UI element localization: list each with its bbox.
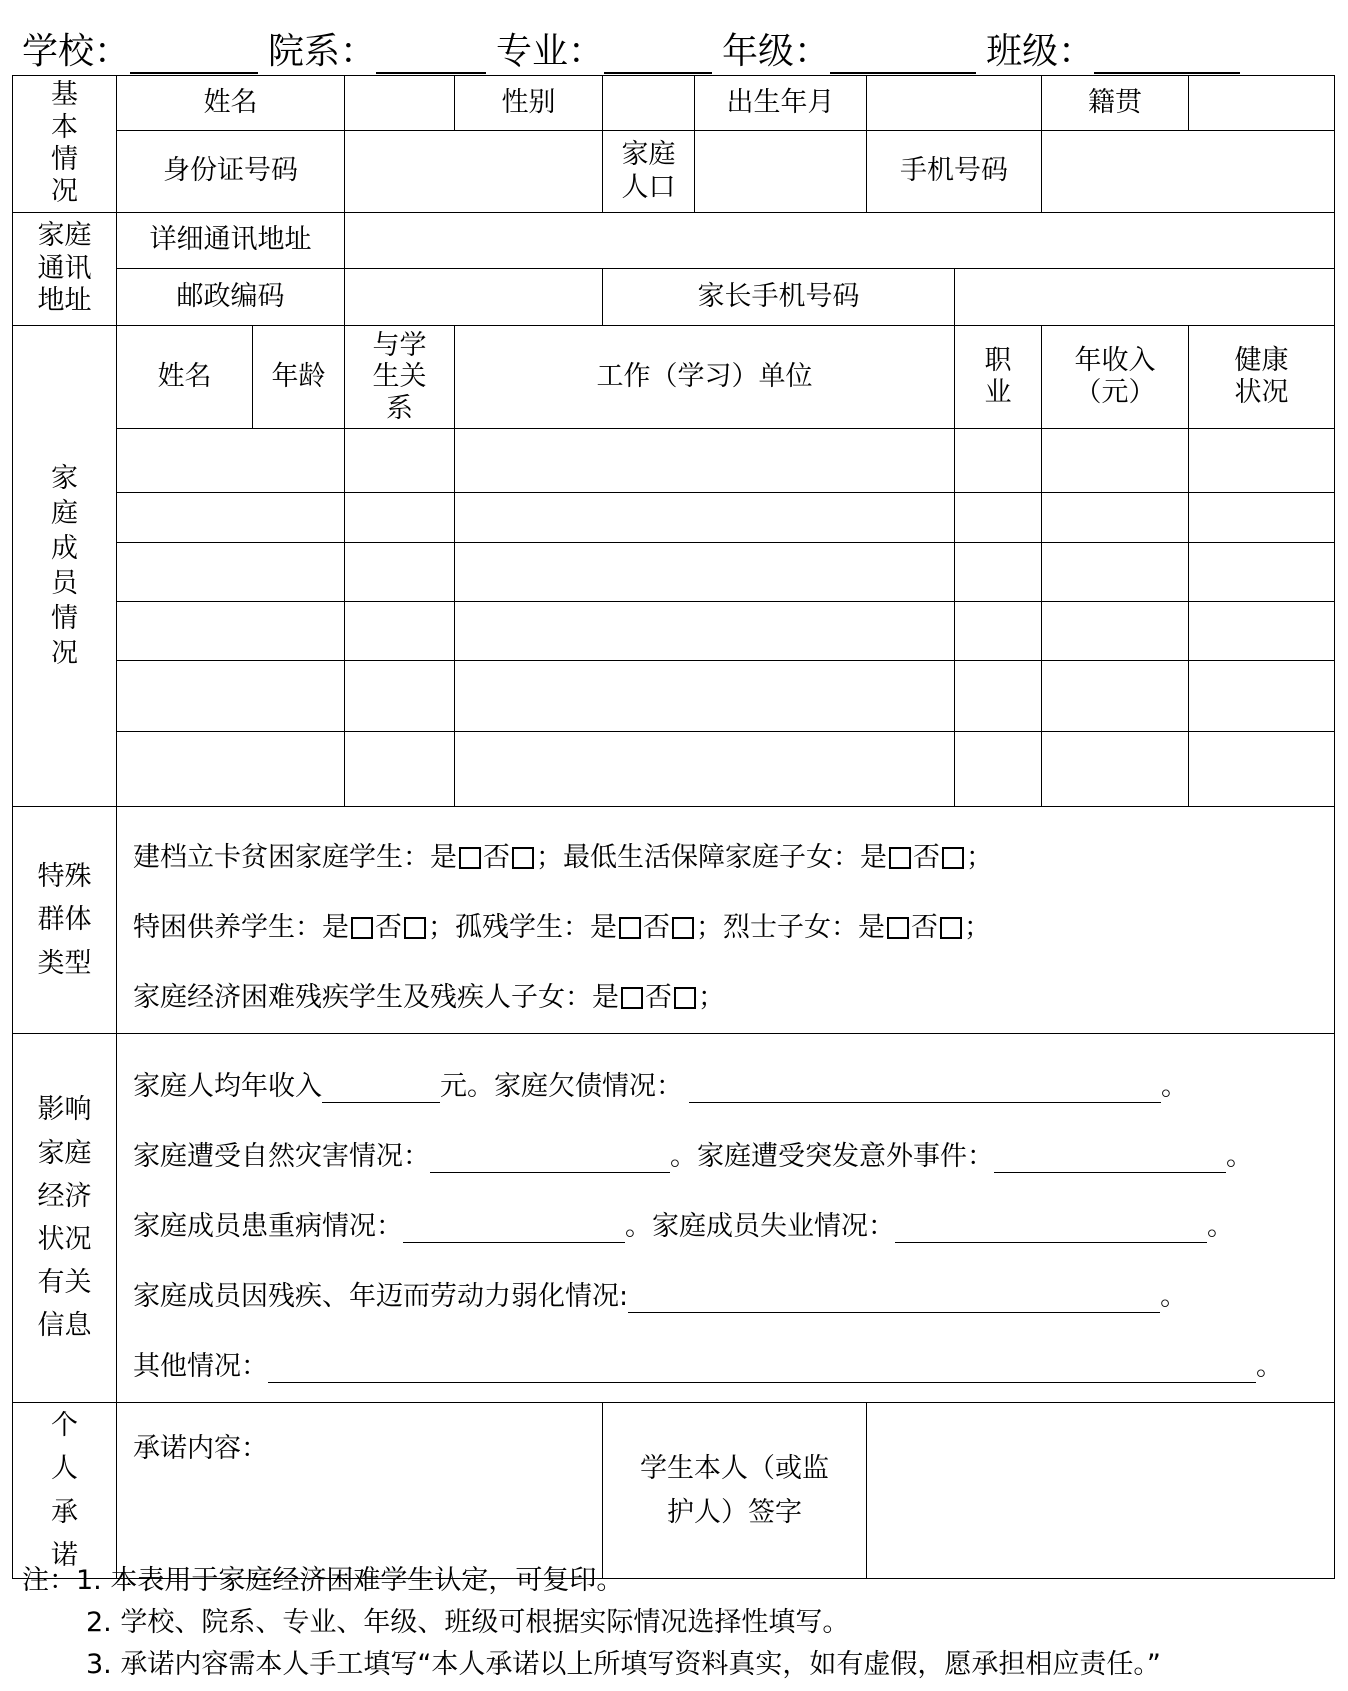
member-workplace-cell[interactable] [455, 543, 955, 602]
option-disabled-student-label: 家庭经济困难残疾学生及残疾人子女：是 [133, 981, 619, 1013]
birth-field[interactable] [867, 76, 1042, 131]
member-workplace-cell[interactable] [455, 661, 955, 732]
checkbox-special-support-yes[interactable] [351, 917, 373, 939]
school-field[interactable] [130, 32, 258, 74]
economy-line-2 [133, 1122, 1334, 1192]
signature-field[interactable] [867, 1403, 1335, 1579]
promise-content-field[interactable] [117, 1403, 603, 1579]
note-1: 注：1. 本表用于家庭经济困难学生认定，可复印。 [22, 1565, 624, 1596]
period: 。 [1226, 1140, 1253, 1172]
serious-illness-field[interactable] [403, 1212, 625, 1243]
address-section-label: 家庭通讯地址 [13, 213, 117, 326]
name-field[interactable] [345, 76, 455, 131]
checkbox-disabled-student-no[interactable] [674, 987, 696, 1009]
checkbox-min-living-no[interactable] [942, 847, 964, 869]
household-size-label: 家庭人口 [603, 131, 695, 213]
member-health-cell[interactable] [1189, 732, 1335, 807]
period: 。 [1160, 1280, 1188, 1312]
natural-disaster-label: 家庭遭受自然灾害情况： [133, 1140, 430, 1172]
member-occupation-cell[interactable] [955, 493, 1042, 543]
gender-label: 性别 [455, 76, 603, 131]
member-relation-cell[interactable] [345, 429, 455, 493]
member-name-age-cell[interactable] [117, 732, 345, 807]
address-row-1 [13, 213, 1335, 269]
separator: ； [964, 911, 991, 943]
family-col-health: 健康状况 [1189, 326, 1335, 429]
basic-row-2 [13, 131, 1335, 213]
economy-line-3 [133, 1192, 1334, 1262]
grade-field[interactable] [830, 32, 976, 74]
phone-field[interactable] [1042, 131, 1335, 213]
other-situation-label: 其他情况： [133, 1350, 268, 1382]
gender-field[interactable] [603, 76, 695, 131]
debt-label: 元。家庭欠债情况： [440, 1070, 683, 1102]
school-label: 学校： [22, 31, 131, 72]
member-relation-cell[interactable] [345, 602, 455, 661]
checkbox-martyr-children-yes[interactable] [887, 917, 909, 939]
member-relation-cell[interactable] [345, 493, 455, 543]
member-income-cell[interactable] [1042, 429, 1189, 493]
economy-section-label: 影响家庭经济状况有关信息 [13, 1034, 117, 1403]
checkbox-special-support-no[interactable] [404, 917, 426, 939]
family-member-row [13, 429, 1335, 493]
option-poverty-file-label: 建档立卡贫困家庭学生：是 [133, 841, 457, 873]
checkbox-poverty-file-no[interactable] [512, 847, 534, 869]
per-capita-income-field[interactable] [322, 1072, 440, 1103]
note-3: 3. 承诺内容需本人手工填写“本人承诺以上所填写资料真实，如有虚假，愿承担相应责任。” [86, 1649, 1161, 1680]
per-capita-income-label: 家庭人均年收入 [133, 1070, 322, 1102]
detail-address-label: 详细通讯地址 [117, 213, 345, 269]
debt-field[interactable] [689, 1072, 1161, 1103]
no-label: 否 [645, 981, 672, 1013]
origin-label: 籍贯 [1042, 76, 1189, 131]
origin-field[interactable] [1189, 76, 1335, 131]
family-section-label: 家庭成员情况 [13, 326, 117, 807]
checkbox-orphan-disabled-no[interactable] [672, 917, 694, 939]
period: 。 [1256, 1350, 1283, 1382]
option-special-support-label: 特困供养学生：是 [133, 911, 349, 943]
member-relation-cell[interactable] [345, 732, 455, 807]
form-header [22, 22, 1332, 74]
class-label: 班级： [986, 31, 1095, 72]
note-2: 2. 学校、院系、专业、年级、班级可根据实际情况选择性填写。 [86, 1607, 850, 1638]
accident-field[interactable] [994, 1142, 1226, 1173]
department-label: 院系： [268, 31, 377, 72]
family-member-row [13, 493, 1335, 543]
option-martyr-children-label: ；烈士子女：是 [696, 911, 885, 943]
period: 。 [1161, 1070, 1188, 1102]
option-min-living-label: ；最低生活保障家庭子女：是 [536, 841, 887, 873]
economy-row [13, 1034, 1335, 1403]
family-header-row [13, 326, 1335, 429]
family-col-relation: 与学生关系 [345, 326, 455, 429]
economy-line-5 [133, 1332, 1334, 1402]
special-line-1 [133, 823, 1334, 893]
family-col-workplace: 工作（学习）单位 [455, 326, 955, 429]
member-name-age-cell[interactable] [117, 661, 345, 732]
application-form-table [12, 75, 1335, 1579]
unemployment-label: 。家庭成员失业情况： [625, 1210, 895, 1242]
special-group-row [13, 807, 1335, 1034]
accident-label: 。家庭遭受突发意外事件： [670, 1140, 994, 1172]
family-member-row [13, 602, 1335, 661]
member-income-cell[interactable] [1042, 493, 1189, 543]
member-name-age-cell[interactable] [117, 429, 345, 493]
separator: ； [698, 981, 725, 1013]
id-number-field[interactable] [345, 131, 603, 213]
birth-label: 出生年月 [695, 76, 867, 131]
unemployment-field[interactable] [895, 1212, 1207, 1243]
no-label: 否 [911, 911, 938, 943]
member-income-cell[interactable] [1042, 602, 1189, 661]
economy-line-1 [133, 1052, 1334, 1122]
checkbox-poverty-file-yes[interactable] [459, 847, 481, 869]
economy-details [117, 1034, 1335, 1403]
member-income-cell[interactable] [1042, 543, 1189, 602]
member-relation-cell[interactable] [345, 661, 455, 732]
household-size-field[interactable] [695, 131, 867, 213]
basic-section-label: 基本情况 [13, 76, 117, 213]
class-field[interactable] [1094, 32, 1240, 74]
special-group-options [117, 807, 1335, 1034]
period: 。 [1207, 1210, 1234, 1242]
member-name-age-cell[interactable] [117, 493, 345, 543]
family-member-row [13, 543, 1335, 602]
no-label: 否 [375, 911, 402, 943]
family-col-name: 姓名 [117, 326, 253, 429]
economy-line-4 [133, 1262, 1334, 1332]
member-occupation-cell[interactable] [955, 732, 1042, 807]
natural-disaster-field[interactable] [430, 1142, 670, 1173]
member-name-age-cell[interactable] [117, 543, 345, 602]
member-occupation-cell[interactable] [955, 429, 1042, 493]
checkbox-martyr-children-no[interactable] [940, 917, 962, 939]
detail-address-field[interactable] [345, 213, 1335, 269]
member-relation-cell[interactable] [345, 543, 455, 602]
member-income-cell[interactable] [1042, 661, 1189, 732]
checkbox-disabled-student-yes[interactable] [621, 987, 643, 1009]
signature-label: 学生本人（或监护人）签字 [603, 1403, 867, 1579]
department-field[interactable] [376, 32, 486, 74]
address-row-2 [13, 269, 1335, 326]
postcode-label: 邮政编码 [117, 269, 345, 326]
promise-content-label: 承诺内容： [133, 1433, 268, 1464]
promise-row [13, 1403, 1335, 1579]
option-orphan-disabled-label: ；孤残学生：是 [428, 911, 617, 943]
member-income-cell[interactable] [1042, 732, 1189, 807]
phone-label: 手机号码 [867, 131, 1042, 213]
major-field[interactable] [604, 32, 712, 74]
member-health-cell[interactable] [1189, 493, 1335, 543]
family-col-income: 年收入（元） [1042, 326, 1189, 429]
no-label: 否 [643, 911, 670, 943]
promise-section-label: 个人承诺 [13, 1403, 117, 1579]
parent-phone-field[interactable] [955, 269, 1335, 326]
special-section-label: 特殊群体类型 [13, 807, 117, 1034]
member-workplace-cell[interactable] [455, 493, 955, 543]
special-line-3 [133, 963, 1334, 1033]
major-label: 专业： [496, 31, 605, 72]
labor-weakened-field[interactable] [628, 1282, 1160, 1313]
member-health-cell[interactable] [1189, 661, 1335, 732]
member-name-age-cell[interactable] [117, 602, 345, 661]
id-number-label: 身份证号码 [117, 131, 345, 213]
member-occupation-cell[interactable] [955, 543, 1042, 602]
form-notes [22, 1560, 1161, 1686]
serious-illness-label: 家庭成员患重病情况： [133, 1210, 403, 1242]
grade-label: 年级： [722, 31, 831, 72]
postcode-field[interactable] [345, 269, 603, 326]
member-occupation-cell[interactable] [955, 602, 1042, 661]
other-situation-field[interactable] [268, 1352, 1256, 1383]
member-health-cell[interactable] [1189, 543, 1335, 602]
separator: ； [966, 841, 993, 873]
checkbox-orphan-disabled-yes[interactable] [619, 917, 641, 939]
member-workplace-cell[interactable] [455, 732, 955, 807]
member-occupation-cell[interactable] [955, 661, 1042, 732]
family-member-row [13, 661, 1335, 732]
family-member-row [13, 732, 1335, 807]
special-line-2 [133, 893, 1334, 963]
member-health-cell[interactable] [1189, 602, 1335, 661]
no-label: 否 [483, 841, 510, 873]
basic-row-1 [13, 76, 1335, 131]
checkbox-min-living-yes[interactable] [889, 847, 911, 869]
family-col-age: 年龄 [253, 326, 345, 429]
family-col-occupation: 职业 [955, 326, 1042, 429]
member-workplace-cell[interactable] [455, 602, 955, 661]
labor-weakened-label: 家庭成员因残疾、年迈而劳动力弱化情况: [133, 1280, 629, 1312]
member-workplace-cell[interactable] [455, 429, 955, 493]
parent-phone-label: 家长手机号码 [603, 269, 955, 326]
name-label: 姓名 [117, 76, 345, 131]
no-label: 否 [913, 841, 940, 873]
member-health-cell[interactable] [1189, 429, 1335, 493]
